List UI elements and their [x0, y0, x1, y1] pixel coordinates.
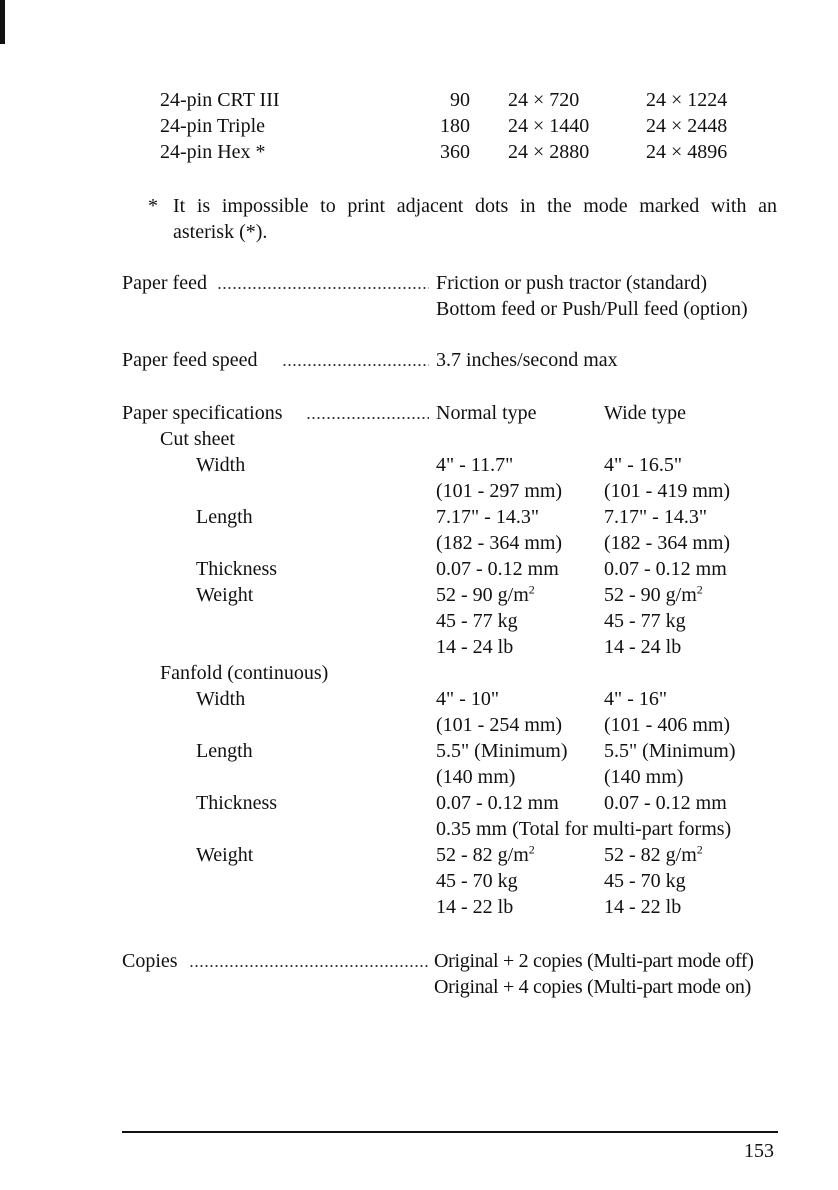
value-normal: [436, 582, 535, 608]
value-text: 52 - 90 g/m: [604, 584, 697, 606]
mode-max-wide: 24 × 1224: [646, 89, 728, 111]
value-wide: 5.5" (Minimum): [604, 740, 736, 762]
mode-name: 24-pin Hex *: [160, 141, 266, 163]
value-wide: 14 - 24 lb: [604, 636, 682, 658]
superscript: 2: [696, 582, 703, 597]
value-normal: 5.5" (Minimum): [436, 740, 568, 762]
value-normal: 7.17" - 14.3": [436, 506, 539, 528]
value-text: 52 - 82 g/m: [604, 844, 697, 866]
mode-max-normal: 24 × 720: [508, 89, 580, 111]
field-label: Length: [196, 506, 253, 528]
field-label: Length: [196, 740, 253, 762]
mode-name: 24-pin CRT III: [160, 89, 280, 111]
spec-label: Paper specifications: [122, 402, 283, 424]
value-wide: (101 - 419 mm): [604, 480, 731, 502]
spec-label: Paper feed: [122, 272, 207, 294]
footnote-line: It is impossible to print adjacent dots in the mode marked with an: [173, 195, 777, 217]
value-normal: 45 - 70 kg: [436, 870, 518, 892]
footnote-line: asterisk (*).: [173, 221, 268, 243]
value-normal: 14 - 22 lb: [436, 896, 514, 918]
value-wide: (101 - 406 mm): [604, 714, 731, 736]
note-total-thickness: 0.35 mm (Total for multi-part forms): [436, 818, 732, 840]
value-text: 52 - 90 g/m: [436, 584, 529, 606]
value-wide: [604, 582, 703, 608]
superscript: 2: [528, 582, 535, 597]
page-number: 153: [744, 1140, 774, 1162]
spec-value: Original + 4 copies (Multi-part mode on): [434, 976, 751, 998]
value-wide: (140 mm): [604, 766, 684, 788]
dot-leader: [189, 964, 429, 968]
field-label: Weight: [196, 844, 254, 866]
superscript: 2: [528, 842, 535, 857]
scan-edge-mark: [0, 0, 5, 44]
value-normal: 14 - 24 lb: [436, 636, 514, 658]
value-normal: (101 - 254 mm): [436, 714, 563, 736]
value-wide: 4" - 16.5": [604, 454, 682, 476]
footer-rule: [122, 1131, 778, 1133]
value-normal: (140 mm): [436, 766, 516, 788]
value-wide: [604, 842, 703, 868]
value-wide: 45 - 70 kg: [604, 870, 686, 892]
value-wide: 4" - 16": [604, 688, 667, 710]
mode-max-wide: 24 × 2448: [646, 115, 728, 137]
value-normal: 4" - 10": [436, 688, 499, 710]
value-normal: 45 - 77 kg: [436, 610, 518, 632]
column-header-normal: Normal type: [436, 402, 537, 424]
mode-max-normal: 24 × 2880: [508, 141, 590, 163]
mode-dpi: 90: [450, 89, 470, 111]
spec-label: Paper feed speed: [122, 349, 258, 371]
spec-value: Original + 2 copies (Multi-part mode off): [434, 950, 754, 972]
spec-value: Friction or push tractor (standard): [436, 272, 708, 294]
spec-value: Bottom feed or Push/Pull feed (option): [436, 298, 748, 320]
value-text: 52 - 82 g/m: [436, 844, 529, 866]
superscript: 2: [696, 842, 703, 857]
section-heading: Fanfold (continuous): [160, 662, 329, 684]
dot-leader: [306, 416, 429, 420]
value-normal: 0.07 - 0.12 mm: [436, 792, 559, 814]
value-wide: 7.17" - 14.3": [604, 506, 707, 528]
field-label: Width: [196, 454, 246, 476]
mode-max-normal: 24 × 1440: [508, 115, 590, 137]
value-wide: (182 - 364 mm): [604, 532, 731, 554]
footnote-star: *: [148, 195, 158, 217]
spec-label: Copies: [122, 950, 178, 972]
mode-max-wide: 24 × 4896: [646, 141, 728, 163]
field-label: Thickness: [196, 558, 278, 580]
field-label: Weight: [196, 584, 254, 606]
value-normal: (182 - 364 mm): [436, 532, 563, 554]
section-heading: Cut sheet: [160, 428, 235, 450]
field-label: Width: [196, 688, 246, 710]
field-label: Thickness: [196, 792, 278, 814]
spec-value: 3.7 inches/second max: [436, 349, 618, 371]
value-normal: 4" - 11.7": [436, 454, 514, 476]
value-wide: 0.07 - 0.12 mm: [604, 792, 727, 814]
column-header-wide: Wide type: [604, 402, 686, 424]
value-normal: 0.07 - 0.12 mm: [436, 558, 559, 580]
value-normal: [436, 842, 535, 868]
dot-leader: [282, 363, 429, 367]
value-normal: (101 - 297 mm): [436, 480, 563, 502]
mode-dpi: 360: [440, 141, 470, 163]
mode-dpi: 180: [440, 115, 470, 137]
dot-leader: [217, 286, 429, 290]
value-wide: 45 - 77 kg: [604, 610, 686, 632]
value-wide: 14 - 22 lb: [604, 896, 682, 918]
value-wide: 0.07 - 0.12 mm: [604, 558, 727, 580]
mode-name: 24-pin Triple: [160, 115, 266, 137]
